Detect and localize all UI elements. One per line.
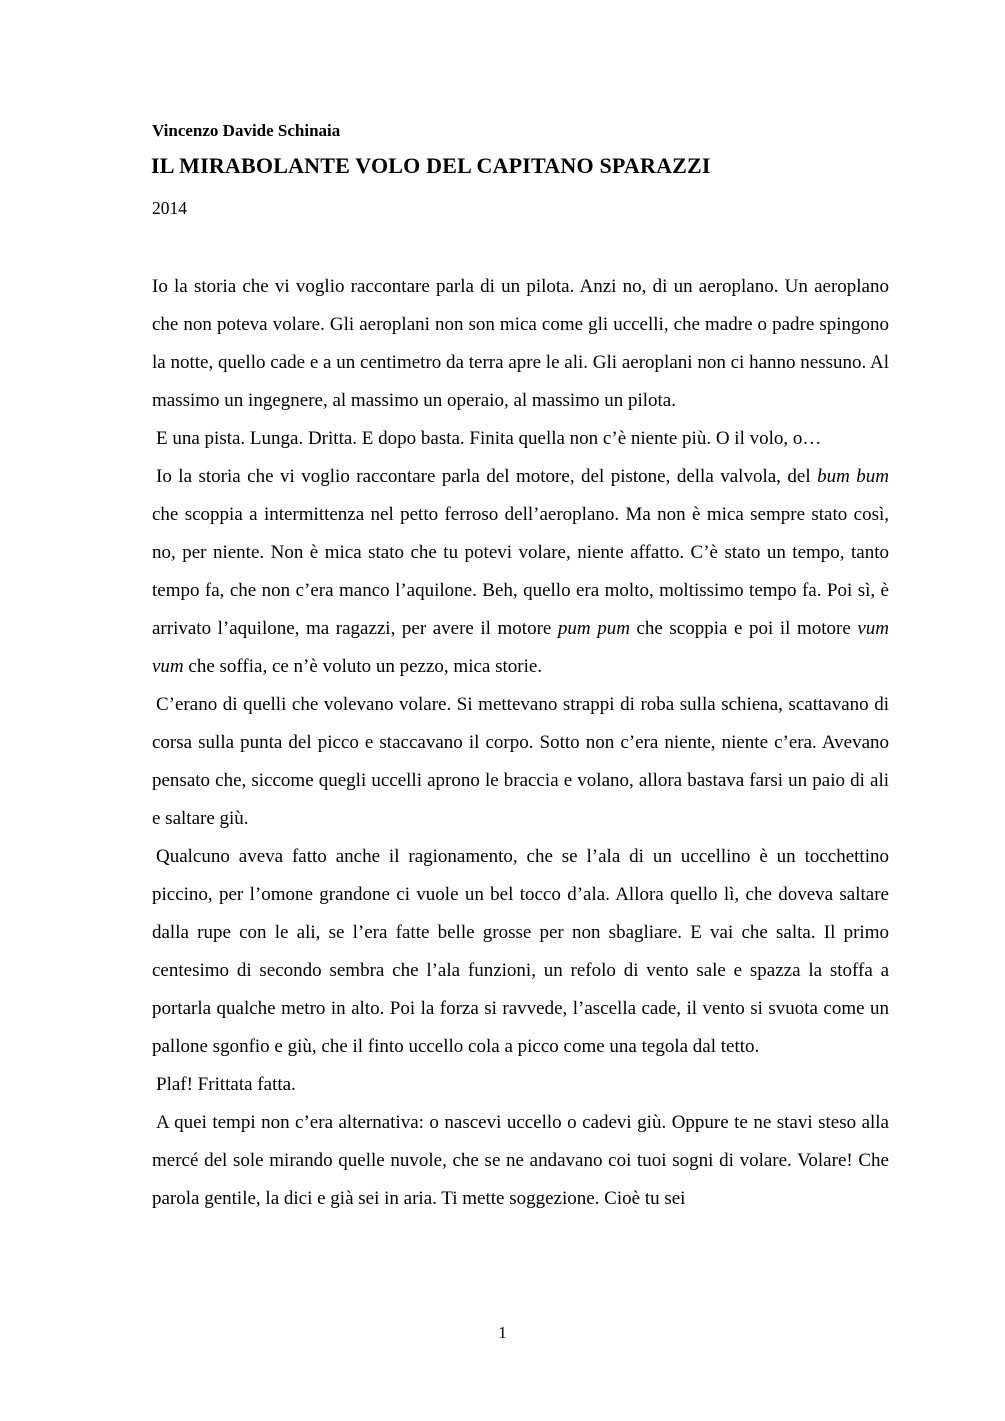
body-text (152, 268, 889, 1218)
paragraph: Qualcuno aveva fatto anche il ragionamento, che se l’ala di un uccellino è un tocchettino piccino, per l’omone grandone ci vuole un bel tocco d’ala. Allora quello lì, che doveva saltare dalla rupe con le ali, se l’era fatte belle grosse per non sbagliare. E vai che salta. Il primo centesimo di secondo sembra che l’ala funzioni, un refolo di vento sale e spazza la stoffa a portarla qualche metro in alto. Poi la forza si ravvede, l’ascella cade, il vento si svuota come un pallone sgonfio e giù, che il finto uccello cola a picco come una tegola dal tetto. (152, 846, 889, 1057)
paragraph: Io la storia che vi voglio raccontare parla di un pilota. Anzi no, di un aeroplano. Un aeroplano che non poteva volare. Gli aeroplani non son mica come gli uccelli, che madre o padre spingono la notte, quello cade e a un centimetro da terra apre le ali. Gli aeroplani non ci hanno nessuno. Al massimo un ingegnere, al massimo un operaio, al massimo un pilota. (152, 276, 889, 411)
paragraph: E una pista. Lunga. Dritta. E dopo basta. Finita quella non c’è niente più. O il volo, o… (156, 428, 822, 449)
author-name: Vincenzo Davide Schinaia (152, 121, 341, 140)
page-number: 1 (498, 1323, 507, 1342)
paragraph: Plaf! Frittata fatta. (156, 1074, 296, 1095)
document-title: IL MIRABOLANTE VOLO DEL CAPITANO SPARAZZI (151, 153, 711, 178)
paragraph: C’erano di quelli che volevano volare. Si mettevano strappi di roba sulla schiena, scattavano di corsa sulla punta del picco e staccavano il corpo. Sotto non c’era niente, niente c’era. Avevano pensato che, siccome quegli uccelli aprono le braccia e volano, allora bastava farsi un paio di ali e saltare giù. (152, 694, 889, 829)
paragraph: Io la storia che vi voglio raccontare parla del motore, del pistone, della valvola, del bum bum che scoppia a intermittenza nel petto ferroso dell’aeroplano. Ma non è mica sempre stato così, no, per niente. Non è mica stato che tu potevi volare, niente affatto. C’è stato un tempo, tanto tempo fa, che non c’era manco l’aquilone. Beh, quello era molto, moltissimo tempo fa. Poi sì, è arrivato l’aquilone, ma ragazzi, per avere il motore pum pum che scoppia e poi il motore vum vum che soffia, ce n’è voluto un pezzo, mica storie. (152, 466, 889, 677)
paragraph: A quei tempi non c’era alternativa: o nascevi uccello o cadevi giù. Oppure te ne stavi steso alla mercé del sole mirando quelle nuvole, che se ne andavano coi tuoi sogni di volare. Volare! Che parola gentile, la dici e già sei in aria. Ti mette soggezione. Cioè tu sei (152, 1112, 889, 1209)
publication-year: 2014 (152, 198, 187, 218)
